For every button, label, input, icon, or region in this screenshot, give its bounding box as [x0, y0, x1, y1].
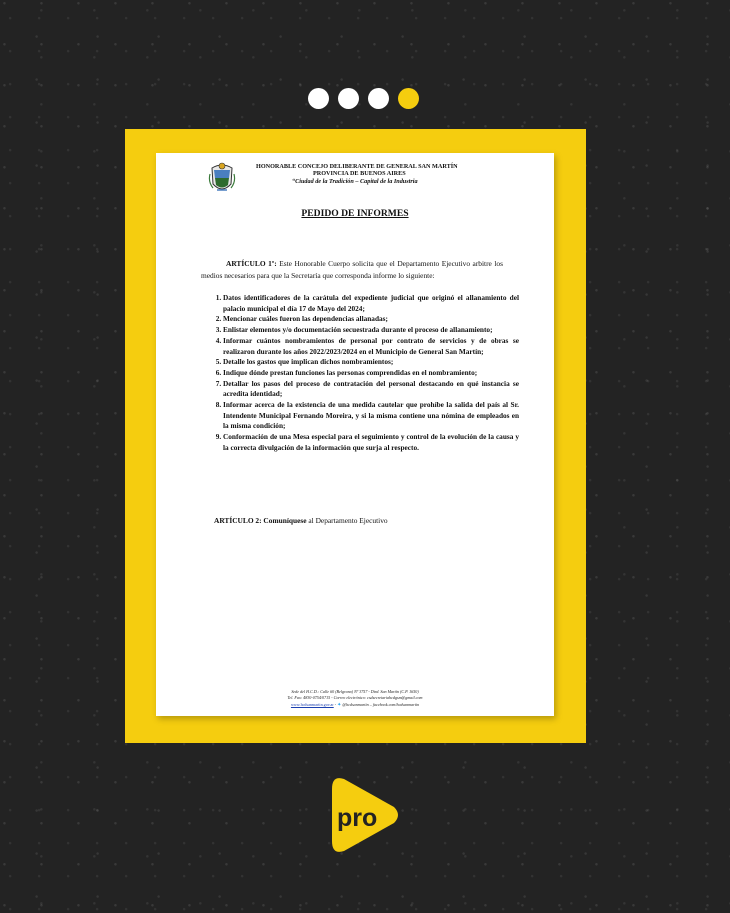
footer-contact: Tel. Fax: 4830-0754/0715 - Correo electrónico: csdsecretariahcdgsm@gmail.com [287, 695, 423, 701]
svg-text:pro: pro [337, 804, 378, 832]
list-item: 8. Informar acerca de la existencia de una medida cautelar que prohíbe la salida del país al Sr. Intendente Municipal Fernando Moreira, y si la misma contiene una nómina de empleados en la misma condición; [223, 400, 519, 432]
document-page [156, 153, 554, 716]
footer-links [156, 702, 554, 709]
list-item: 1. Datos identificadores de la carátula del expediente judicial que originó el allanamiento del palacio municipal el día 17 de Mayo del 2024; [223, 293, 519, 314]
article-1-label: ARTÍCULO 1º: [226, 259, 277, 269]
article-1 [201, 258, 503, 281]
list-item: 7. Detallar los pasos del proceso de contratación del personal destacando en qué instancia se acredita identidad; [223, 379, 519, 400]
header-province: PROVINCIA DE BUENOS AIRES [313, 170, 406, 178]
pager-dot-1[interactable] [308, 88, 329, 109]
list-item: 6. Indique dónde prestan funciones las personas comprendidas en el nombramiento; [223, 368, 519, 379]
social-handles: @hcdsanmartin – facebook.com/hcdsanmartin [342, 701, 420, 707]
municipal-crest-icon [208, 160, 236, 196]
list-item: 4. Informar cuántos nombramientos de personal por contrato de servicios y de obras se realizaron durante los años 2022/2023/2024 en el Municipio de General San Martín; [223, 336, 519, 357]
document-footer [156, 689, 554, 709]
footer-separator: - [333, 701, 338, 707]
article-2-label: ARTÍCULO 2: Comuníquese [214, 516, 307, 526]
pager-dot-2[interactable] [338, 88, 359, 109]
article-2 [214, 516, 388, 525]
request-list [201, 293, 519, 454]
list-item: 5. Detalle los gastos que implican dichos nombramientos; [223, 357, 519, 368]
list-item: 3. Enlistar elementos y/o documentación secuestrada durante el proceso de allanamiento; [223, 325, 519, 336]
document-title: PEDIDO DE INFORMES [301, 208, 409, 219]
article-2-text: al Departamento Ejecutivo [306, 516, 388, 526]
header-motto: “Ciudad de la Tradición – Capital de la Industria [292, 177, 418, 185]
list-item: 2. Mencionar cuáles fueron las dependencias allanadas; [223, 314, 519, 325]
footer-address: Sede del H.C.D.: Calle 60 (Belgrano) Nº 3757 - Dtrd. San Martín (C.P. 1650) [291, 689, 419, 694]
pager-dot-3[interactable] [368, 88, 389, 109]
document-header [256, 163, 526, 185]
website-link[interactable]: www.hcdsanmartin.gov.ar [290, 701, 334, 707]
pager-dot-4-active[interactable] [398, 88, 419, 109]
slide-pager [308, 88, 419, 109]
list-item: 9. Conformación de una Mesa especial para el seguimiento y control de la evolución de la causa y la correcta divulgación de la información que surja al respecto. [223, 432, 519, 453]
header-institution: HONORABLE CONCEJO DELIBERANTE DE GENERAL SAN MARTÍN [256, 163, 458, 170]
pro-logo-icon [330, 775, 402, 855]
article-1-text: Este Honorable Cuerpo solicita que el Departamento Ejecutivo arbitre los medios necesarios para que la Secretaría que corresponda informe lo siguiente: [201, 259, 503, 280]
twitter-bird-icon: ✦ [337, 702, 342, 708]
